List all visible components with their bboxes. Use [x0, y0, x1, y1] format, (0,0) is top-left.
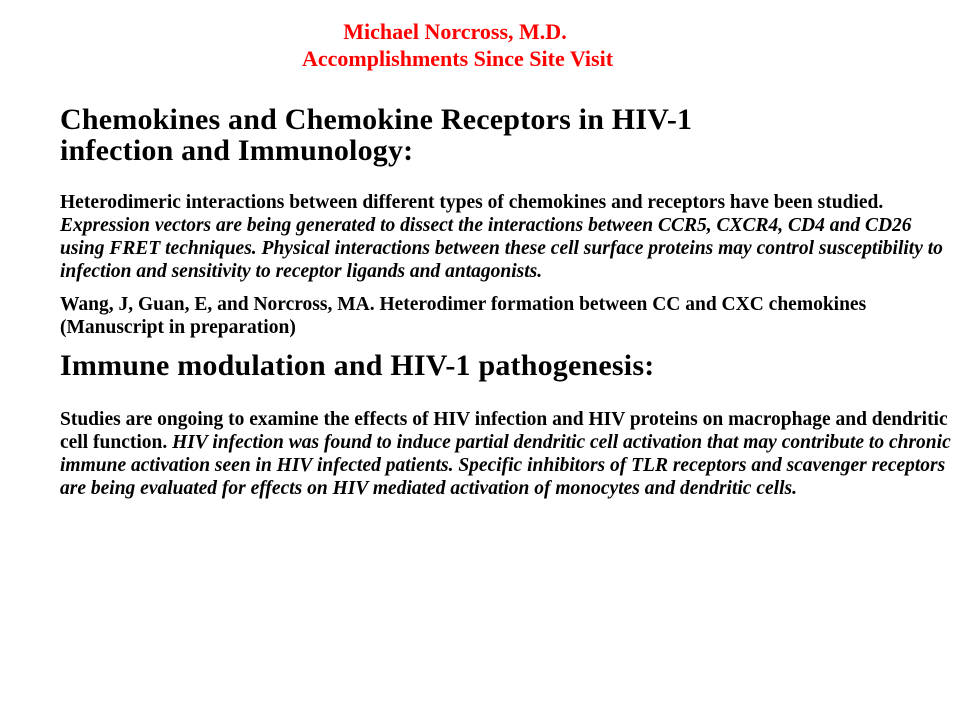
heading-line: Immune modulation and HIV-1 pathogenesis:	[60, 349, 655, 382]
paragraph-studies	[60, 408, 955, 500]
paragraph-italic-text: Expression vectors are being generated to dissect the interactions between CCR5, CXCR4, CD4 and CD26 using FRET techniques. Physical interactions between these cell surface proteins may control susceptibility to infection and sensitivity to receptor ligands and antagonists.	[60, 215, 943, 282]
section-heading-chemokines	[60, 104, 955, 166]
section-heading-immune-modulation	[60, 350, 955, 381]
slide-header	[0, 18, 960, 72]
paragraph-italic-text: HIV infection was found to induce partial dendritic cell activation that may contribute to chronic immune activation seen in HIV infected patients. Specific inhibitors of TLR receptors and scavenger receptors are being evaluated for effects on HIV mediated activation of monocytes and dendritic cells.	[60, 432, 951, 499]
author-name: Michael Norcross, M.D.	[343, 19, 567, 44]
heading-line: Chemokines and Chemokine Receptors in HIV-1	[60, 103, 693, 136]
paragraph-heterodimeric	[60, 191, 955, 283]
paragraph-plain-text: Studies are ongoing to examine the effects of HIV infection and HIV proteins on macrophage and dendritic cell function.	[60, 409, 948, 453]
slide-content	[60, 104, 955, 500]
slide-subtitle: Accomplishments Since Site Visit	[301, 46, 614, 71]
paragraph-citation	[60, 293, 955, 339]
heading-line: infection and Immunology:	[60, 134, 414, 167]
citation-text: Wang, J, Guan, E, and Norcross, MA. Heterodimer formation between CC and CXC chemokines (Manuscript in preparation)	[60, 294, 867, 338]
paragraph-plain-text: Heterodimeric interactions between different types of chemokines and receptors have been studied.	[60, 192, 884, 213]
